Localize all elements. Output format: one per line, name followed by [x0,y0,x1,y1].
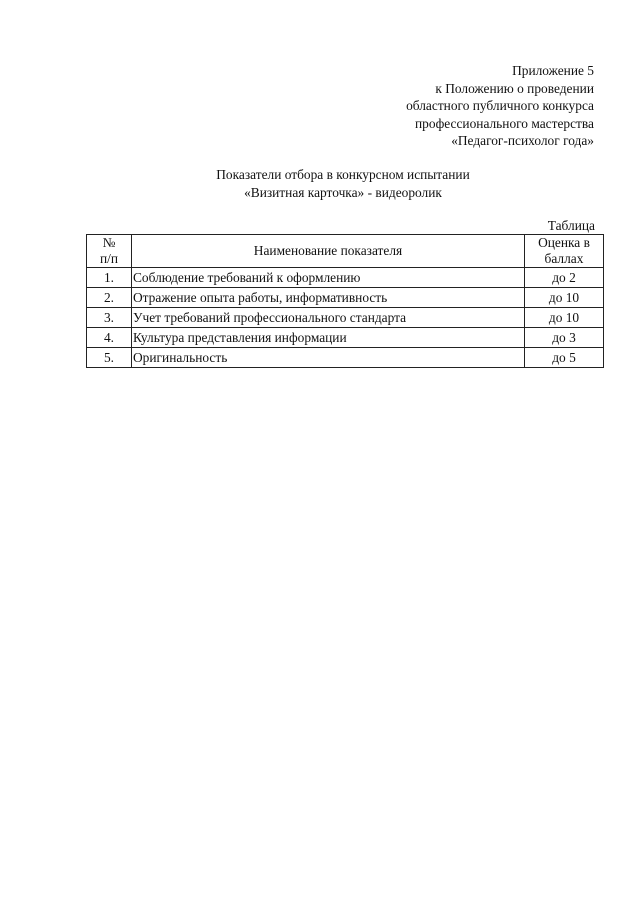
table-label: Таблица [547,218,595,233]
header-name: Наименование показателя [132,235,525,268]
header-score-line1: Оценка в [538,235,590,250]
appendix-line: областного публичного конкурса [406,98,594,114]
row-name: Учет требований профессионального стандарта [132,308,525,328]
table-row [87,288,604,308]
row-name: Культура представления информации [132,328,525,348]
title-line: «Визитная карточка» - видеоролик [244,184,442,200]
document-title [0,166,640,201]
criteria-table [86,234,604,368]
row-score: до 3 [525,328,604,348]
table-row [87,348,604,368]
row-number: 4. [87,328,132,348]
row-name: Оригинальность [132,348,525,368]
row-name: Соблюдение требований к оформлению [132,268,525,288]
appendix-line: Приложение 5 [512,63,594,78]
header-number [87,235,132,268]
header-number-line1: № [102,235,116,250]
row-number: 1. [87,268,132,288]
row-score: до 2 [525,268,604,288]
table-row [87,268,604,288]
header-score-line2: баллах [544,251,584,266]
table-row [87,308,604,328]
table-header-row [87,235,604,268]
header-score [525,235,604,268]
row-name: Отражение опыта работы, информативность [132,288,525,308]
row-number: 5. [87,348,132,368]
row-score: до 10 [525,308,604,328]
header-number-line2: п/п [99,251,119,266]
table-row [87,328,604,348]
appendix-line: к Положению о проведении [435,80,594,96]
title-line: Показатели отбора в конкурсном испытании [216,167,470,182]
appendix-line: «Педагог-психолог года» [451,133,594,149]
appendix-header [406,62,594,150]
row-number: 2. [87,288,132,308]
row-score: до 10 [525,288,604,308]
row-score: до 5 [525,348,604,368]
appendix-line: профессионального мастерства [415,115,594,131]
row-number: 3. [87,308,132,328]
